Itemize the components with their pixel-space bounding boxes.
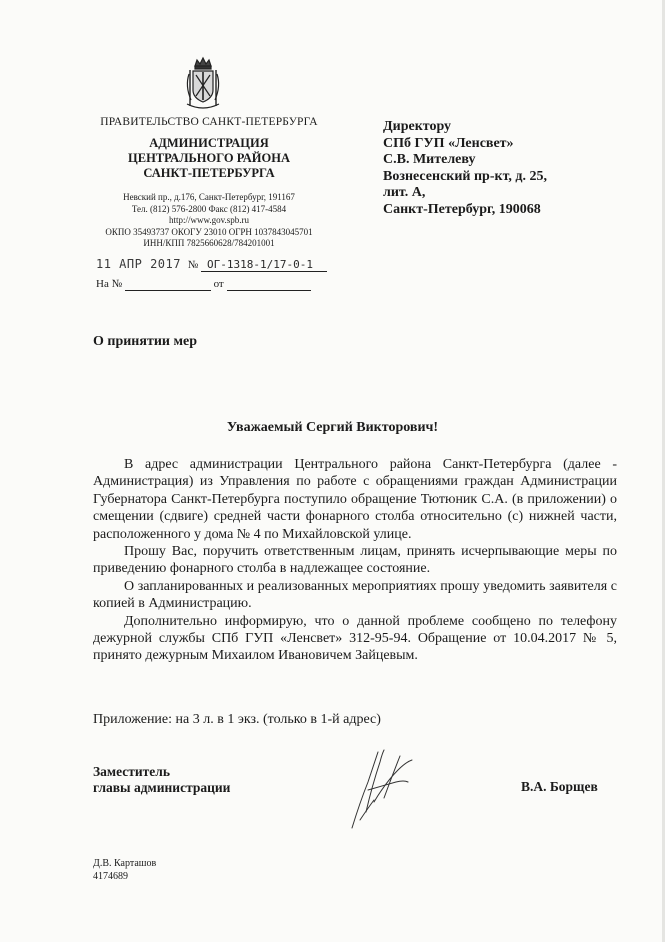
attachment-note: Приложение: на 3 л. в 1 экз. (только в 1-й адрес) [93,712,381,727]
body-paragraph: Прошу Вас, поручить ответственным лицам, принять исчерпывающие меры по приведению фонарного столба в надлежащее состояние. [93,544,617,577]
handwritten-signature [338,742,428,834]
executor-block [93,858,156,883]
executor-name: Д.В. Карташов [93,858,157,869]
recipient-line: С.В. Мителеву [383,152,476,167]
tax-id-line: ИНН/КПП 7825660628/784201001 [143,238,275,249]
signer-title-line: Заместитель [93,764,170,779]
letter-greeting: Уважаемый Сергий Викторович! [226,420,439,435]
address-line: Невский пр., д.176, Санкт-Петербург, 191167 [123,192,295,202]
letter-body [93,456,617,665]
registration-line [96,257,327,272]
registration-date: 11 АПР 2017 [96,257,181,271]
executor-phone: 4174689 [93,870,128,882]
reference-date-blank [227,278,311,291]
coat-of-arms-icon [181,56,225,112]
signer-name: В.А. Борщев [521,779,598,794]
letter-subject: О принятии мер [93,334,197,349]
government-name: ПРАВИТЕЛЬСТВО САНКТ-ПЕТЕРБУРГА [100,116,318,128]
recipient-line: Санкт-Петербург, 190068 [383,201,541,217]
recipient-line: Вознесенский пр-кт, д. 25, [383,168,547,184]
reference-label: На № [96,278,123,290]
registration-number: ОГ-1318-1/17-0-1 [201,258,327,272]
phone-fax-line: Тел. (812) 576-2800 Факс (812) 417-4584 [131,203,287,214]
administration-line: ЦЕНТРАЛЬНОГО РАЙОНА [128,151,290,165]
body-paragraph: Дополнительно информирую, что о данной проблеме сообщено по телефону дежурной службы СПб ГУП «Ленсвет» 312-95-94. Обращение от 10.04.2017 № 5, принято дежурным Михаилом Ивановичем Зайцевым. [93,613,617,664]
body-paragraph: О запланированных и реализованных мероприятиях прошу уведомить заявителя с копией в Администрацию. [93,578,617,612]
recipient-block [383,119,547,218]
reference-line [96,278,311,291]
recipient-line: Директору [383,119,452,134]
contact-block [84,192,334,250]
signer-title-line: главы администрации [93,780,231,795]
administration-name [84,136,334,181]
body-paragraph: В адрес администрации Центрального района Санкт-Петербурга (далее - Администрация) из Управления по работе с обращениями граждан Администрации Губернатора Санкт-Петербурга поступило обращение Тютюник С.А. (в приложении) о смещении (сдвиге) средней части фонарного столба относительно (с) нижней части, расположенного у дома № 4 по Михайловской улице. [93,457,617,542]
recipient-line: СПб ГУП «Ленсвет» [383,135,514,151]
administration-line: АДМИНИСТРАЦИЯ [149,136,269,150]
number-label: № [187,259,199,271]
registry-codes-line: ОКПО 35493737 ОКОГУ 23010 ОГРН 1037843045701 [105,226,313,237]
reference-number-blank [125,278,211,291]
signer-title [93,764,230,796]
recipient-line: лит. А, [383,185,426,200]
from-label: от [213,278,224,290]
administration-line: САНКТ-ПЕТЕРБУРГА [143,166,275,180]
website-line: http://www.gov.spb.ru [168,215,250,226]
